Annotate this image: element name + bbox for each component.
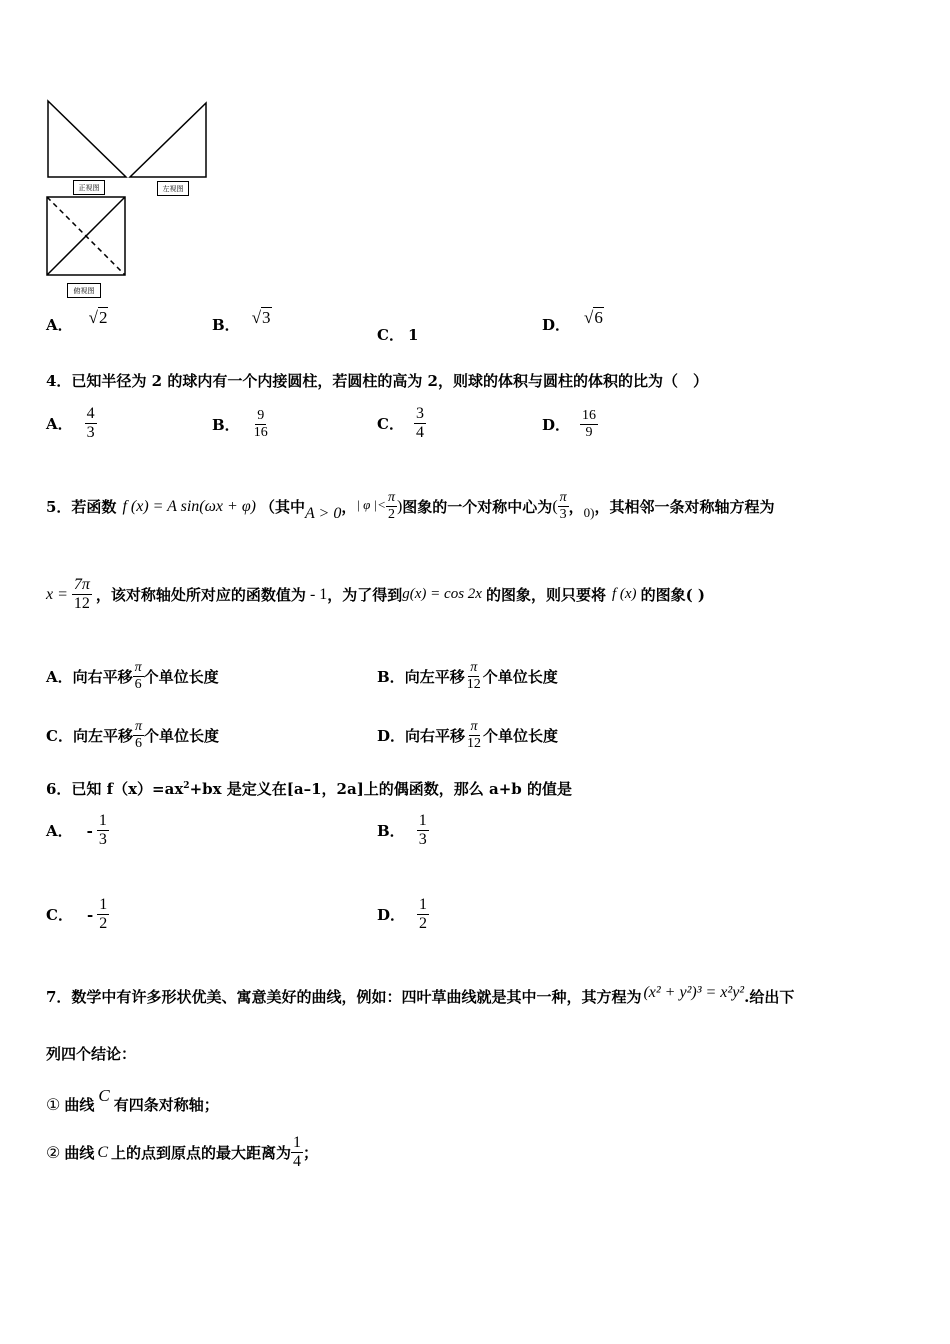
q7-stem-line2: 列四个结论：: [46, 1045, 137, 1063]
top-view-caption: 俯视图: [67, 283, 101, 298]
front-view-caption: 正视图: [73, 180, 105, 195]
three-view-figure: [40, 95, 220, 305]
q7-conclusion-2: ② 曲线 C 上的点到原点的最大距离为 $\frac{1}{4}$ ；: [46, 1134, 319, 1171]
sqrt-6: √6: [584, 307, 603, 327]
top-view: [47, 197, 125, 275]
q4-option-b: B． $\frac{9}{16}$: [212, 408, 268, 441]
sqrt-2: √2: [88, 307, 108, 327]
q7-stem-line1: 7．数学中有许多形状优美、寓意美好的曲线，例如：四叶草曲线就是其中一种，其方程为 (x² + y²)³ = x²y² .给出下: [46, 983, 795, 1006]
side-view: [130, 103, 206, 177]
q4-option-d: D． $\frac{16}{9}$: [542, 408, 597, 441]
q6-option-a: A． - $\frac{1}{3}$: [46, 812, 107, 849]
q4-stem: 4．已知半径为 2 的球内有一个内接圆柱，若圆柱的高为 2，则球的体积与圆柱的体积的比为（ ）: [46, 372, 708, 390]
q4-option-a: A． $\frac{4}{3}$: [46, 405, 95, 442]
q4-option-c: C． $\frac{3}{4}$: [377, 405, 424, 442]
q7-conclusion-1: ① 曲线 C 有四条对称轴；: [46, 1085, 219, 1114]
q3-option-b: B． √3: [212, 307, 271, 334]
q3-option-c: C． 1: [377, 325, 419, 344]
q6-option-d: D． $\frac{1}{2}$: [377, 896, 428, 933]
q3-option-d: D． √6: [542, 307, 603, 334]
sqrt-3: √3: [251, 307, 271, 327]
q5-option-b: B． 向左平移 $\frac{\pi}{12}$ 个单位长度: [377, 660, 558, 693]
front-view: [48, 101, 126, 177]
q5-stem-line1: 5．若函数 f (x) = A sin(ωx + φ) （其中 A > 0 ， | φ |< $\frac{\pi}{2}$ ) 图象的一个对称中心为 ( $\frac{\pi}{3}$ ， 0) ，其相邻一条对称轴方程为: [46, 490, 775, 523]
q6-option-c: C． - $\frac{1}{2}$: [46, 896, 108, 933]
q3-option-a: A． √2: [46, 307, 108, 334]
q5-option-a: A． 向右平移 $\frac{\pi}{6}$ 个单位长度: [46, 660, 219, 693]
q5-stem-line2: x = $\frac{7\pi}{12}$ ，该对称轴处所对应的函数值为 - 1 ，为了得到 g(x) = cos 2x 的图象，则只要将 f (x) 的图象( ): [46, 576, 705, 613]
q6-option-b: B． $\frac{1}{3}$: [377, 812, 427, 849]
q6-stem: 6．已知 $f(x)=ax^2+bx$ 是定义在[a–1，2a]上的偶函数，那么 a+b 的值是: [46, 780, 573, 798]
q5-option-c: C． 向左平移 $\frac{\pi}{6}$ 个单位长度: [46, 719, 219, 752]
side-view-caption: 左视图: [157, 181, 189, 196]
q5-option-d: D． 向右平移 $\frac{\pi}{12}$ 个单位长度: [377, 719, 559, 752]
